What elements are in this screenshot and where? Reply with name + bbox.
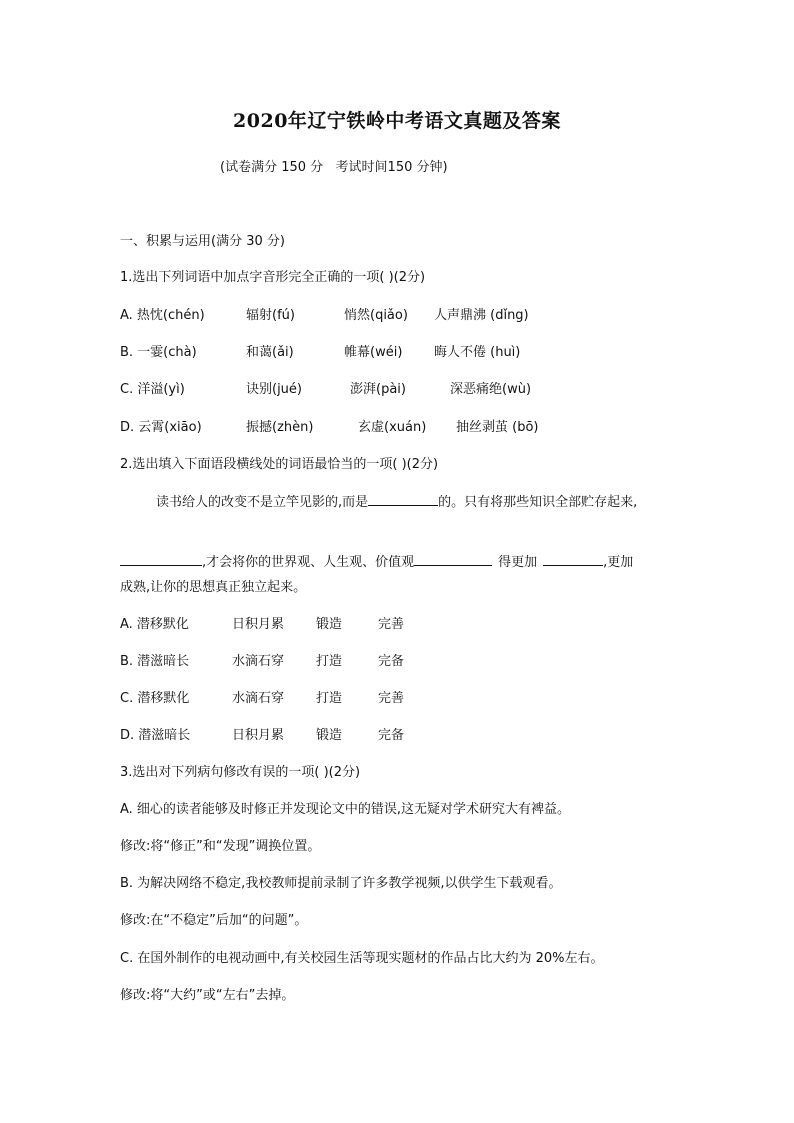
q2-passage-text-4: 得更加 (498, 555, 538, 570)
q1-option-d-word-4: 抽丝剥茧 (bō) (456, 420, 539, 435)
q3-revision-a: 修改:将“修正”和“发现”调换位置。 (120, 839, 321, 854)
q1-option-b-word-4: 晦人不倦 (huì) (434, 345, 521, 360)
q2-option-d-word-2: 日积月累 (232, 728, 285, 743)
q2-passage-line-1 (156, 491, 637, 510)
q2-passage-text-3: ,才会将你的世界观、人生观、价值观 (202, 555, 415, 570)
section-heading: 一、积累与运用(满分 30 分) (120, 234, 285, 249)
question-1-stem: 1.选出下列词语中加点字音形完全正确的一项( )(2分) (120, 270, 426, 285)
q3-revision-c: 修改:将“大约”或“左右”去掉。 (120, 988, 295, 1003)
q2-passage-line-2 (120, 551, 633, 570)
q2-option-d-word-1: D. 潜滋暗长 (120, 728, 191, 743)
q2-option-c-word-4: 完善 (378, 691, 405, 706)
q2-passage-line-3: 成熟,让你的思想真正独立起来。 (120, 580, 307, 595)
q2-option-a-word-2: 日积月累 (232, 617, 285, 632)
q2-option-b-word-2: 水滴石穿 (232, 654, 285, 669)
q2-option-a-word-1: A. 潜移默化 (120, 617, 189, 632)
q1-option-c-word-2: 诀别(jué) (246, 382, 302, 397)
q1-option-a-word-2: 辐射(fú) (246, 308, 295, 323)
fill-blank-2 (120, 551, 202, 566)
q1-option-a-word-1: A. 热忱(chén) (120, 308, 205, 323)
q2-passage-text-2: 的。只有将那些知识全部贮存起来, (438, 495, 638, 510)
q1-option-c-word-1: C. 洋溢(yì) (120, 382, 185, 397)
q2-option-b-word-3: 打造 (316, 654, 343, 669)
fill-blank-4 (543, 551, 603, 566)
q1-option-b-word-2: 和蔼(ǎi) (246, 345, 294, 360)
q1-option-b-word-1: B. 一霎(chà) (120, 345, 197, 360)
q2-passage-text-1: 读书给人的改变不是立竿见影的,而是 (156, 495, 369, 510)
q2-option-b-word-4: 完备 (378, 654, 405, 669)
q2-passage-text-5: ,更加 (603, 555, 634, 570)
q1-option-d-word-3: 玄虚(xuán) (358, 420, 427, 435)
document-title: 2020年辽宁铁岭中考语文真题及答案 (233, 110, 561, 132)
question-2-stem: 2.选出填入下面语段横线处的词语最恰当的一项( )(2分) (120, 457, 439, 472)
q1-option-a-word-3: 悄然(qiǎo) (344, 308, 408, 323)
q1-option-b-word-3: 帷幕(wéi) (344, 345, 403, 360)
q3-item-b: B. 为解决网络不稳定,我校教师提前录制了许多教学视频,以供学生下载观看。 (120, 876, 562, 891)
q2-option-b-word-1: B. 潜滋暗长 (120, 654, 190, 669)
q2-option-a-word-3: 锻造 (316, 617, 343, 632)
q3-item-c: C. 在国外制作的电视动画中,有关校园生活等现实题材的作品占比大约为 20%左右。 (120, 951, 604, 966)
fill-blank-3 (414, 551, 492, 566)
fill-blank-1 (368, 491, 438, 506)
q1-option-d-word-2: 振撼(zhèn) (246, 420, 314, 435)
q2-option-c-word-1: C. 潜移默化 (120, 691, 190, 706)
question-3-stem: 3.选出对下列病句修改有误的一项( )(2分) (120, 765, 361, 780)
q1-option-c-word-3: 澎湃(pài) (350, 382, 406, 397)
q1-option-d-word-1: D. 云霄(xiāo) (120, 420, 202, 435)
q2-option-c-word-3: 打造 (316, 691, 343, 706)
q3-revision-b: 修改:在“不稳定”后加“的问题”。 (120, 913, 308, 928)
q2-option-d-word-3: 锻造 (316, 728, 343, 743)
q1-option-a-word-4: 人声鼎沸 (dǐng) (434, 308, 529, 323)
q2-option-a-word-4: 完善 (378, 617, 405, 632)
q1-option-c-word-4: 深恶痛绝(wù) (450, 382, 532, 397)
q2-option-d-word-4: 完备 (378, 728, 405, 743)
q2-option-c-word-2: 水滴石穿 (232, 691, 285, 706)
exam-info: (试卷满分 150 分 考试时间150 分钟) (220, 160, 448, 175)
q3-item-a: A. 细心的读者能够及时修正并发现论文中的错误,这无疑对学术研究大有裨益。 (120, 802, 571, 817)
